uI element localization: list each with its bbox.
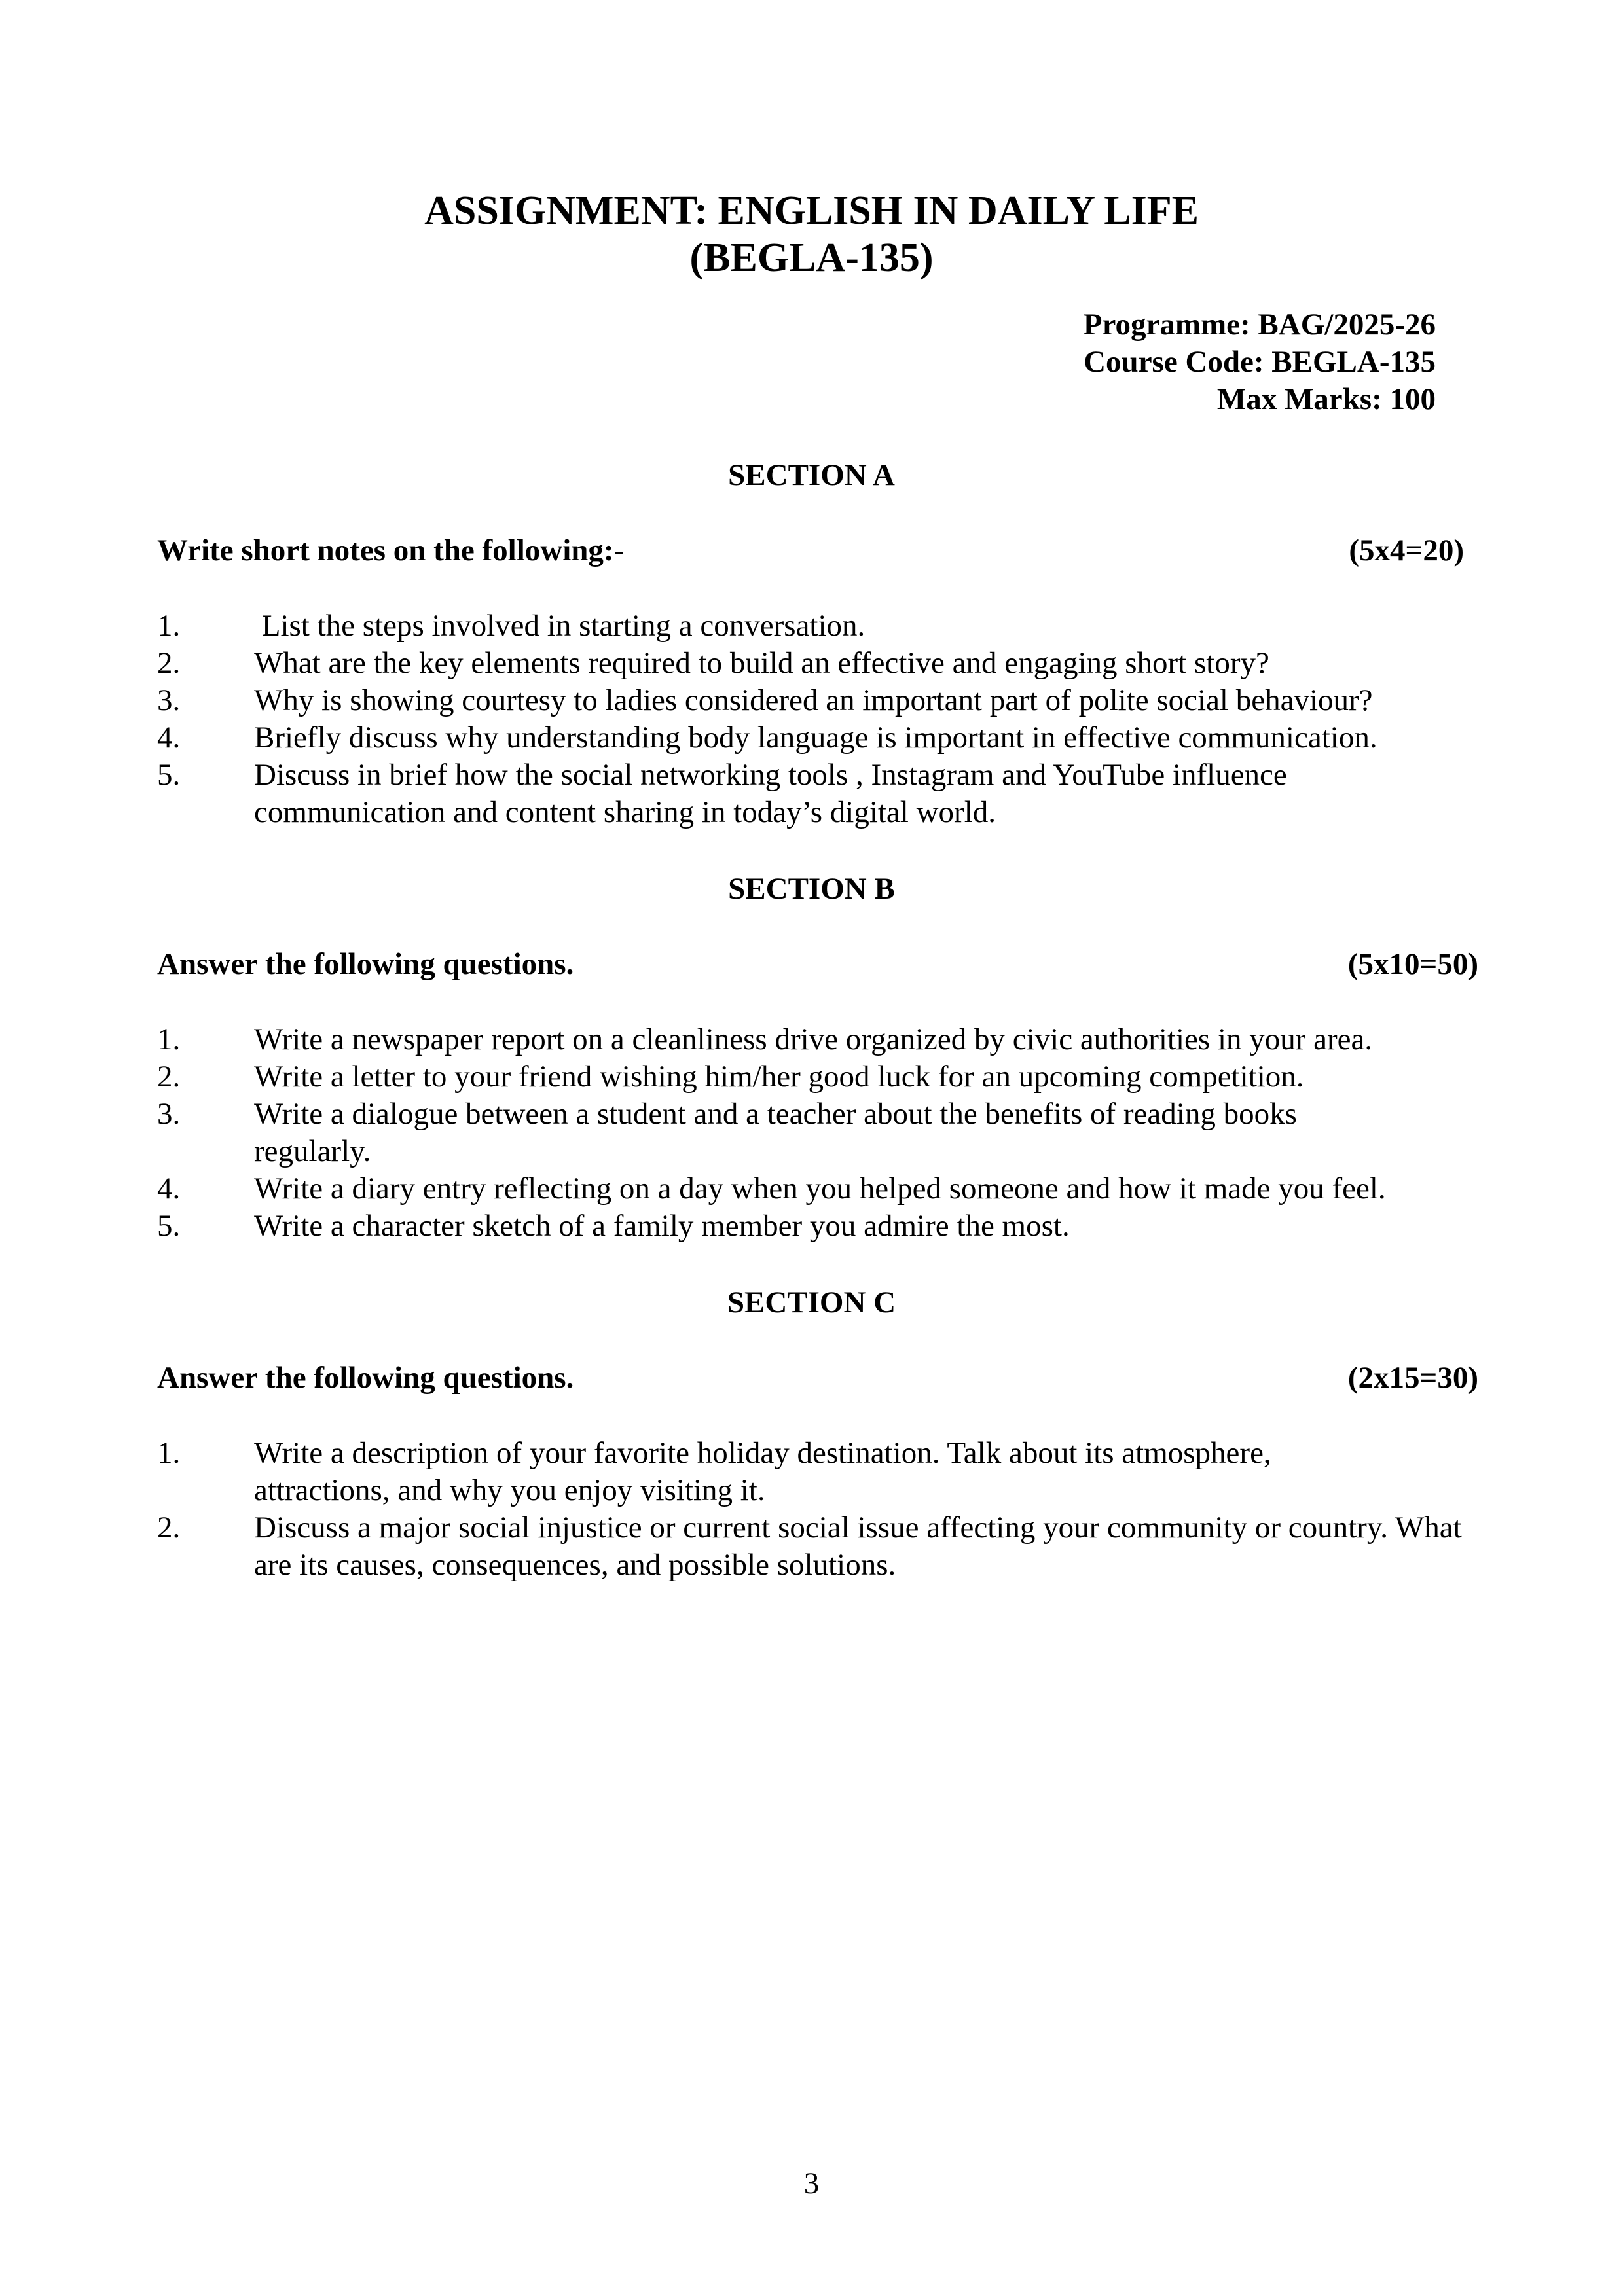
- page-number: 3: [803, 2166, 820, 2200]
- question-number: 5.: [157, 1209, 181, 1243]
- question-text: Discuss in brief how the social networking tools , Instagram and YouTube influence communication and content sharing in today’s digital world.: [254, 758, 1287, 829]
- question-number: 1.: [157, 1436, 181, 1470]
- section-a-marks: (5x4=20): [1349, 533, 1464, 567]
- question-number: 3.: [157, 683, 181, 717]
- question-number: 1.: [157, 1022, 181, 1056]
- section-a-question-list: [157, 607, 1480, 831]
- section-a-instruction: [157, 532, 1478, 569]
- question-text: Write a description of your favorite holiday destination. Talk about its atmosphere, attractions, and why you enjoy visiting it.: [254, 1436, 1271, 1507]
- question-item: [157, 682, 1480, 719]
- question-number: 4.: [157, 721, 181, 755]
- question-text: Write a newspaper report on a cleanliness drive organized by civic authorities in your area.: [254, 1022, 1373, 1056]
- max-marks-label: Max Marks: 100: [1216, 382, 1436, 416]
- question-item: [157, 1096, 1480, 1170]
- section-a-instruction-text: Write short notes on the following:-: [157, 533, 625, 567]
- section-c-marks: (2x15=30): [1347, 1361, 1478, 1395]
- question-item: [157, 757, 1480, 831]
- question-number: 5.: [157, 758, 181, 792]
- question-item: [157, 719, 1480, 757]
- section-c-instruction: [157, 1359, 1478, 1397]
- assignment-title: ASSIGNMENT: ENGLISH IN DAILY LIFE: [424, 188, 1199, 233]
- programme-label: Programme: BAG/2025-26: [1083, 308, 1436, 342]
- question-text: Write a dialogue between a student and a teacher about the benefits of reading books regularly.: [254, 1097, 1297, 1168]
- question-text: What are the key elements required to build an effective and engaging short story?: [254, 646, 1269, 680]
- question-number: 2.: [157, 1060, 181, 1094]
- section-b-instruction: [157, 946, 1478, 983]
- question-text: Write a diary entry reflecting on a day when you helped someone and how it made you feel.: [254, 1172, 1386, 1206]
- course-code-label: Course Code: BEGLA-135: [1084, 345, 1436, 379]
- question-item: [157, 1208, 1480, 1245]
- question-item: [157, 1435, 1480, 1509]
- question-item: [157, 1021, 1480, 1058]
- question-item: [157, 1170, 1480, 1208]
- question-number: 1.: [157, 609, 181, 643]
- question-number: 2.: [157, 646, 181, 680]
- section-c-question-list: [157, 1435, 1480, 1584]
- question-item: [157, 645, 1480, 682]
- section-a-heading: SECTION A: [728, 458, 895, 492]
- course-code-title: (BEGLA-135): [689, 236, 934, 280]
- question-text: Write a letter to your friend wishing him/her good luck for an upcoming competition.: [254, 1060, 1304, 1094]
- question-number: 4.: [157, 1172, 181, 1206]
- question-text: Why is showing courtesy to ladies considered an important part of polite social behaviour?: [254, 683, 1373, 717]
- question-item: [157, 1509, 1480, 1584]
- assignment-meta: [1084, 306, 1436, 418]
- question-item: [157, 1058, 1480, 1096]
- section-c-instruction-text: Answer the following questions.: [157, 1361, 574, 1395]
- section-b-heading: SECTION B: [728, 872, 895, 906]
- section-c-heading: SECTION C: [727, 1285, 896, 1319]
- question-item: [157, 607, 1480, 645]
- question-text: Write a character sketch of a family member you admire the most.: [254, 1209, 1070, 1243]
- section-b-question-list: [157, 1021, 1480, 1245]
- question-text: Briefly discuss why understanding body language is important in effective communication.: [254, 721, 1377, 755]
- question-number: 3.: [157, 1097, 181, 1131]
- question-text: List the steps involved in starting a conversation.: [254, 609, 866, 643]
- question-text: Discuss a major social injustice or current social issue affecting your community or country. What are its causes, consequences, and possible solutions.: [254, 1511, 1462, 1582]
- section-b-instruction-text: Answer the following questions.: [157, 947, 574, 981]
- section-b-marks: (5x10=50): [1347, 947, 1478, 981]
- question-number: 2.: [157, 1511, 181, 1545]
